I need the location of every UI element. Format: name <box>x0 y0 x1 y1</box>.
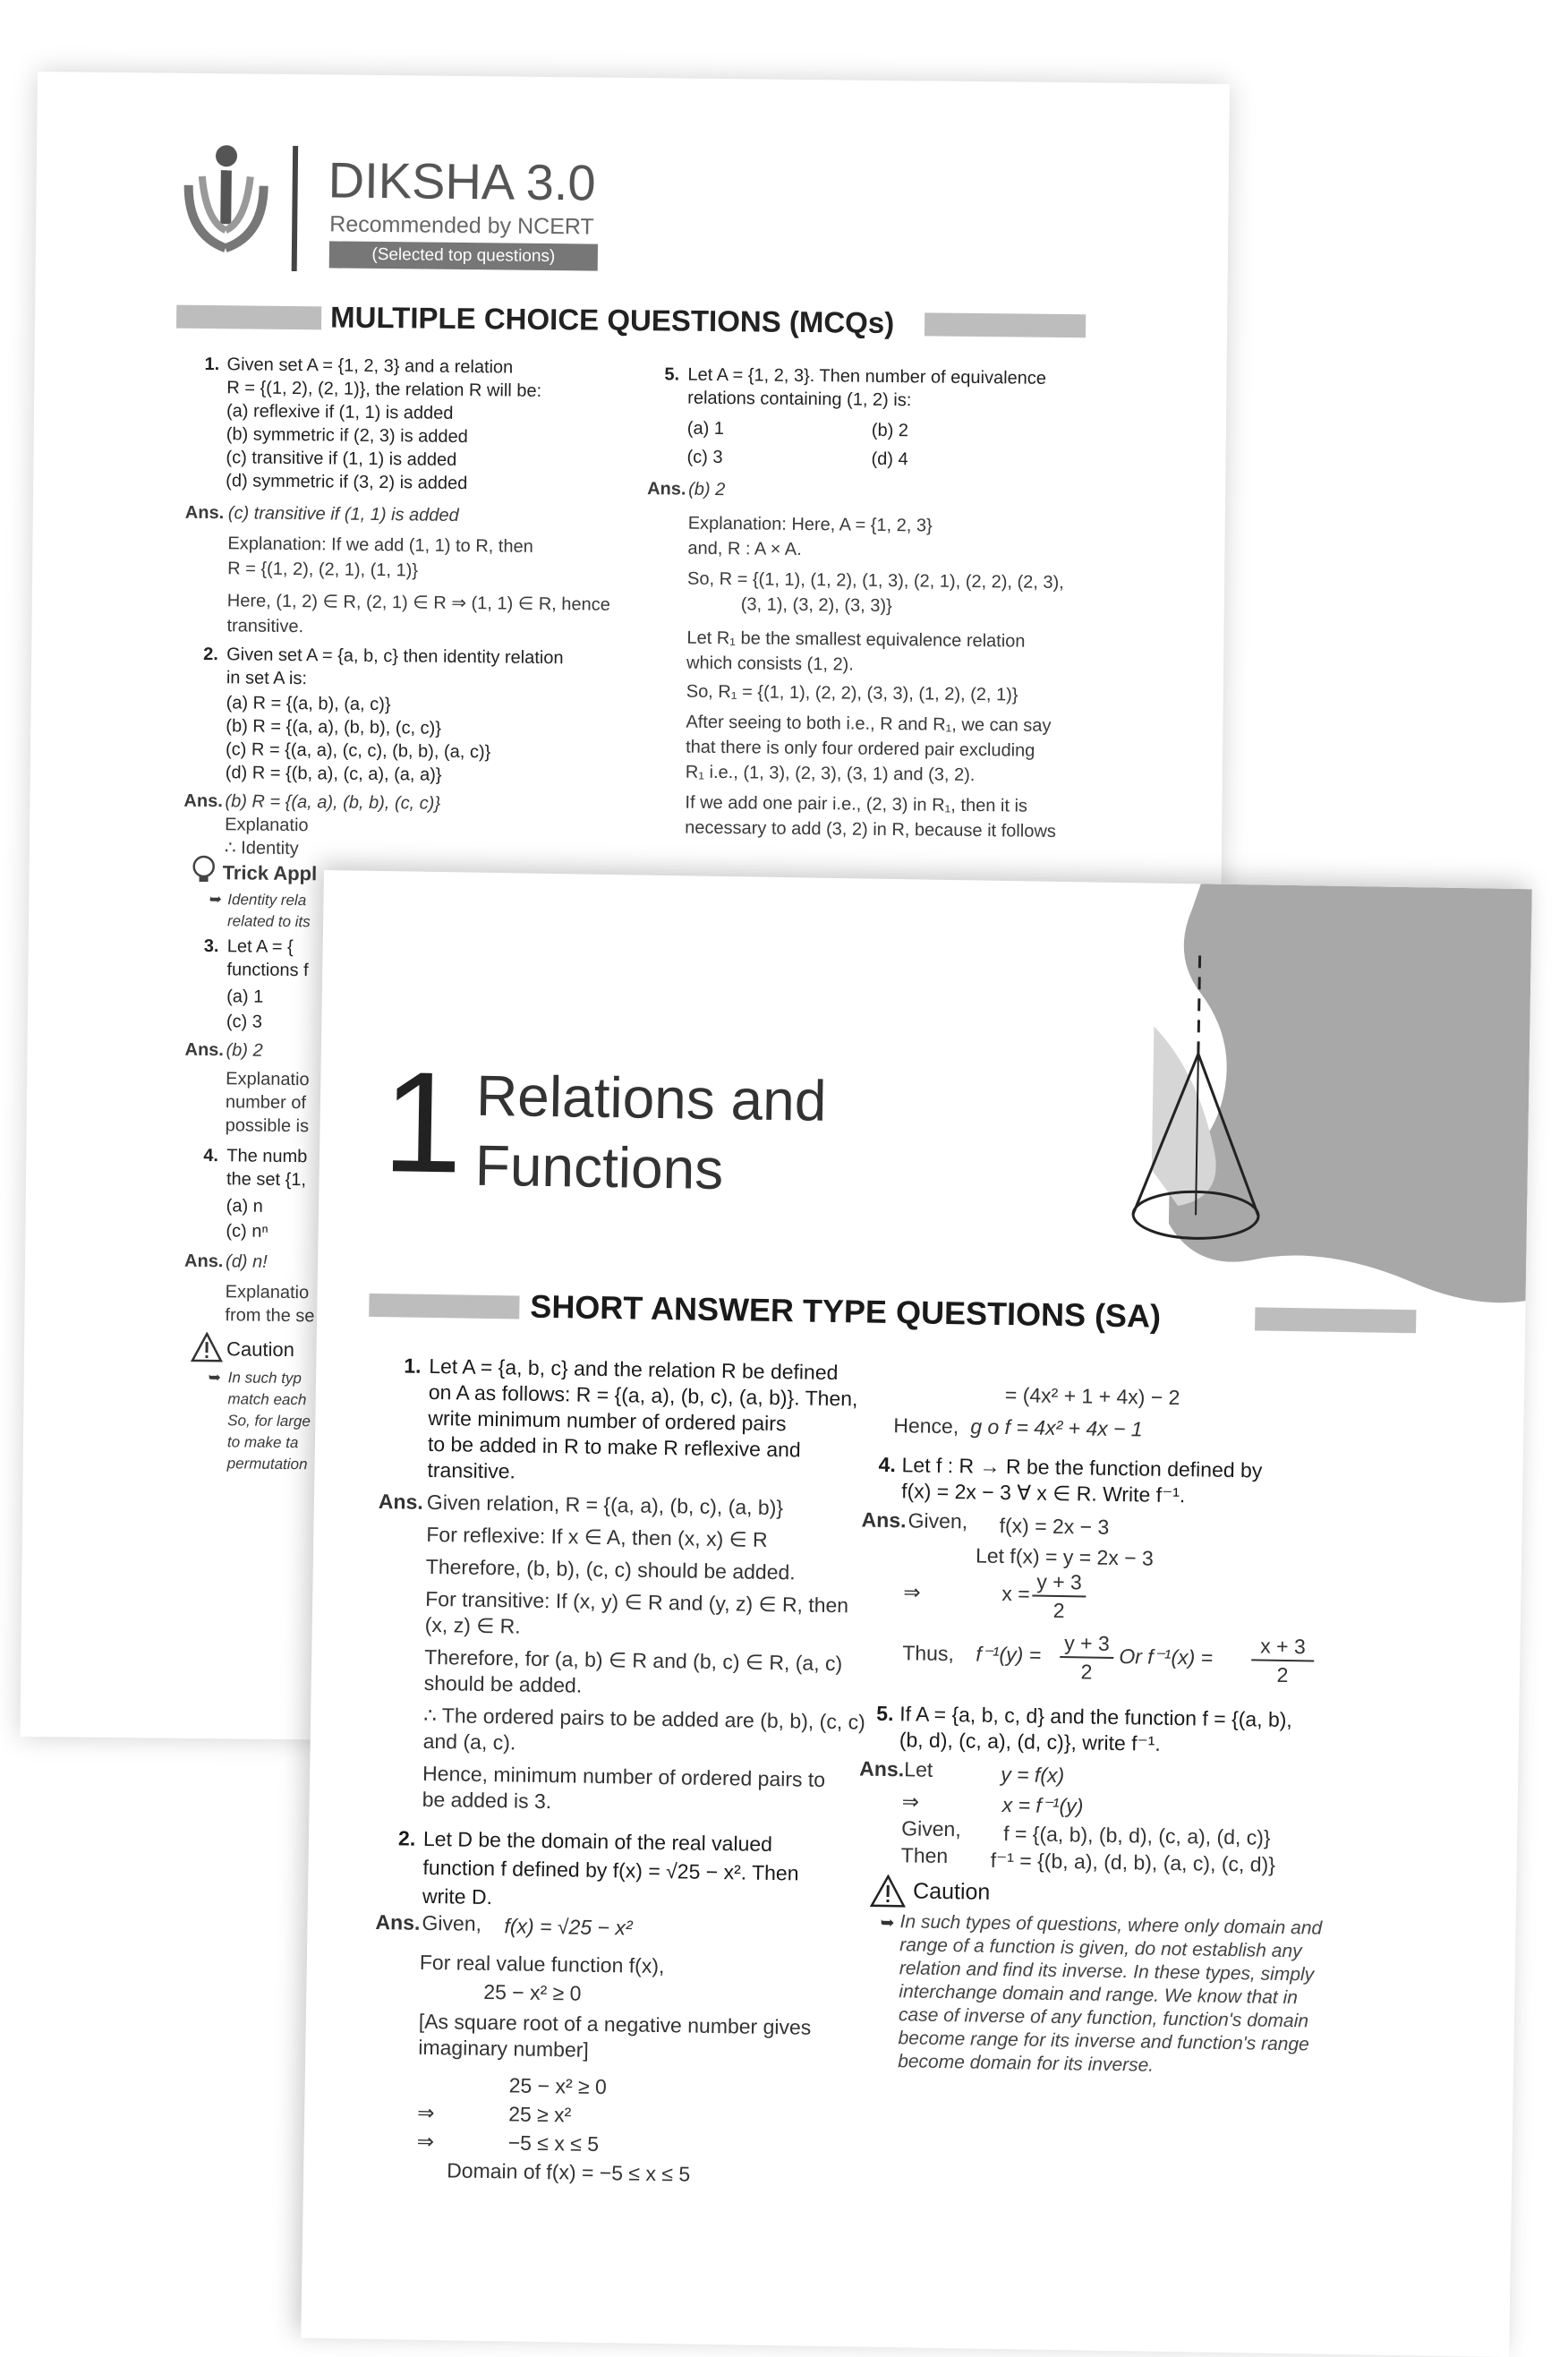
trick-title: Trick Appl <box>222 861 318 885</box>
caution-line: In such typ <box>227 1369 303 1388</box>
q1-text-line: R = {(1, 2), (2, 1)}, the relation R will be: <box>226 378 542 401</box>
q4-text-line: the set {1, <box>226 1169 307 1191</box>
sa-q5-given: Given, <box>901 1816 961 1841</box>
q3-option: (a) 1 <box>226 986 264 1007</box>
sa-q5-text-line: If A = {a, b, c, d} and the function f = {(a, b), <box>899 1702 1293 1732</box>
q4-ans-label: Ans. <box>183 1251 224 1272</box>
q3-explanation: possible is <box>225 1115 310 1137</box>
sa-q4-frac-num: y + 3 <box>1032 1569 1086 1598</box>
sa-q4-number: 4. <box>878 1452 897 1477</box>
sa-heading: SHORT ANSWER TYPE QUESTIONS (SA) <box>530 1287 1162 1335</box>
lightbulb-icon <box>189 854 219 884</box>
implies-icon: ⇒ <box>901 1789 920 1814</box>
q1-explanation: Explanation: If we add (1, 1) to R, then <box>227 534 533 557</box>
sa-q4-frac-num: x + 3 <box>1251 1633 1314 1661</box>
q2-text-line: in set A is: <box>226 668 308 689</box>
sa-q4-eq: f(x) = 2x − 3 <box>999 1513 1110 1539</box>
q3-number: 3. <box>203 935 219 957</box>
chapter-number: 1 <box>381 1041 464 1203</box>
q4-explanation: from the se <box>225 1305 315 1327</box>
q5-explanation: necessary to add (3, 2) in R, because it follows <box>685 817 1056 841</box>
sa-q4-text-line: f(x) = 2x − 3 ∀ x ∈ R. Write f⁻¹. <box>900 1479 1186 1507</box>
sa-q5-then: Then <box>900 1843 949 1868</box>
mcq-heading: MULTIPLE CHOICE QUESTIONS (MCQs) <box>329 300 895 340</box>
q5-option: (b) 2 <box>871 420 909 441</box>
sa-q5-eq: x = f⁻¹(y) <box>1001 1793 1084 1818</box>
sa-q2-answer-line: Domain of f(x) = −5 ≤ x ≤ 5 <box>447 2158 691 2186</box>
implies-icon: ⇒ <box>903 1580 921 1604</box>
q4-text-line: The numb <box>226 1146 308 1167</box>
sa-q5-eq: f = {(a, b), (b, d), (c, a), (d, c)} <box>1002 1822 1271 1849</box>
sa-q5-eq: f⁻¹ = {(b, a), (d, b), (a, c), (c, d)} <box>990 1848 1276 1876</box>
caution-line: become domain for its inverse. <box>897 2051 1155 2076</box>
q2-option: (d) R = {(b, a), (c, a), (a, a)} <box>225 763 442 785</box>
q5-option: (c) 3 <box>686 447 723 468</box>
implies-icon: ⇒ <box>416 2129 435 2154</box>
sa-q5-text-line: (b, d), (c, a), (d, c)}, write f⁻¹. <box>899 1728 1162 1755</box>
arrow-icon: ➥ <box>880 1913 895 1934</box>
front-page <box>301 870 1532 2357</box>
logo-subtitle: Recommended by NCERT <box>329 211 594 240</box>
sa-q2-answer-line: For real value function f(x), <box>419 1950 665 1978</box>
q5-option: (d) 4 <box>871 448 908 470</box>
heading-bar-left <box>176 305 321 330</box>
q5-text-line: Let A = {1, 2, 3}. Then number of equivalence <box>687 364 1047 389</box>
sa-q1-text-line: on A as follows: R = {(a, a), (b, c), (a, b)}. Then, <box>428 1379 858 1411</box>
sa-q2-answer-line: 25 ≥ x² <box>507 2102 572 2127</box>
q1-explanation: R = {(1, 2), (2, 1), (1, 1)} <box>227 559 419 581</box>
sa-q1-answer-line: Therefore, for (a, b) ∈ R and (b, c) ∈ R, (a, c) <box>424 1644 843 1676</box>
caution-line: to make ta <box>226 1433 299 1452</box>
sa-q2-ans-label: Ans. <box>375 1910 421 1934</box>
caution-line: become range for its inverse and function's range <box>898 2028 1309 2055</box>
q5-explanation: Let R₁ be the smallest equivalence relation <box>686 628 1026 652</box>
q4-explanation: Explanatio <box>225 1282 310 1303</box>
sa-q1-text-line: to be added in R to make R reflexive and <box>427 1431 801 1462</box>
q3-text-line: Let A = { <box>226 936 294 958</box>
q3-ans-label: Ans. <box>184 1039 225 1061</box>
sa-q5-ans-label: Ans. <box>859 1756 905 1781</box>
sa-q2-text-line: Let D be the domain of the real valued <box>422 1826 773 1857</box>
sa-q1-answer-line: and (a, c). <box>422 1729 516 1755</box>
sa-q1-text-line: transitive. <box>427 1457 516 1483</box>
sa-q2-given: Given, <box>422 1910 482 1935</box>
caution-line: permutation <box>226 1455 308 1473</box>
sa-q1-answer-line: Given relation, R = {(a, a), (b, c), (a, b)} <box>426 1490 784 1520</box>
caution-line: case of inverse of any function, function's domain <box>898 2004 1309 2032</box>
q5-option: (a) 1 <box>686 418 725 440</box>
q1-explanation: Here, (1, 2) ∈ R, (2, 1) ∈ R ⇒ (1, 1) ∈ R, hence <box>226 591 610 615</box>
q2-ans-label: Ans. <box>183 790 223 812</box>
sa-q4-given: Given, <box>908 1508 968 1533</box>
sa-q3-line: g o f = 4x² + 4x − 1 <box>970 1414 1143 1441</box>
heading-bar-left <box>369 1294 519 1319</box>
q5-explanation: Explanation: Here, A = {1, 2, 3} <box>687 513 933 536</box>
sa-q1-answer-line: ∴ The ordered pairs to be added are (b, b), (c, c) <box>422 1703 865 1734</box>
sa-q4-finv: f⁻¹(y) = <box>976 1642 1042 1667</box>
logo-badge: (Selected top questions) <box>329 241 598 270</box>
sa-q1-number: 1. <box>404 1354 422 1378</box>
caution-line: relation and find its inverse. In these types, simply <box>899 1958 1315 1986</box>
trick-line: related to its <box>226 912 311 931</box>
q5-explanation: If we add one pair i.e., (2, 3) in R₁, then it is <box>685 792 1028 816</box>
sa-q4-x-eq: x = <box>1001 1581 1030 1606</box>
sa-q4-eq: Let f(x) = y = 2x − 3 <box>975 1543 1155 1570</box>
q4-option: (c) nⁿ <box>226 1221 268 1242</box>
implies-icon: ⇒ <box>417 2100 435 2125</box>
sa-q1-answer-line: (x, z) ∈ R. <box>424 1612 521 1638</box>
cone-icon <box>1105 954 1289 1261</box>
q1-text-line: Given set A = {1, 2, 3} and a relation <box>226 354 514 378</box>
warning-icon <box>191 1332 223 1362</box>
q1-number: 1. <box>204 354 220 375</box>
q2-text-line: Given set A = {a, b, c} then identity relation <box>226 645 564 669</box>
q1-option: (b) symmetric if (2, 3) is added <box>226 424 468 448</box>
q4-answer: (d) n! <box>225 1251 268 1272</box>
sa-q4-ans-label: Ans. <box>861 1507 907 1533</box>
q2-option: (c) R = {(a, a), (c, c), (b, b), (a, c)} <box>225 739 491 763</box>
chapter-title-line: Functions <box>474 1132 724 1202</box>
q1-option: (a) reflexive if (1, 1) is added <box>226 401 454 423</box>
sa-q4-or: Or f⁻¹(x) = <box>1119 1644 1214 1670</box>
q5-answer: (b) 2 <box>688 479 726 500</box>
sa-q5-number: 5. <box>876 1701 894 1726</box>
q2-answer: (b) R = {(a, a), (b, b), (c, c)} <box>225 791 441 814</box>
q4-number: 4. <box>203 1146 219 1166</box>
q5-text-line: relations containing (1, 2) is: <box>687 388 912 411</box>
caution-line: match each <box>227 1390 307 1409</box>
arrow-icon: ➥ <box>208 1369 222 1387</box>
q3-text-line: functions f <box>226 960 309 981</box>
sa-q2-answer-line: imaginary number] <box>418 2035 590 2062</box>
q1-option: (c) transitive if (1, 1) is added <box>226 448 457 470</box>
heading-bar-right <box>1255 1307 1416 1333</box>
q2-explanation: ∴ Identity <box>224 838 299 859</box>
sa-q2-answer-line: [As square root of a negative number gives <box>418 2009 812 2039</box>
arrow-icon: ➥ <box>208 891 221 909</box>
sa-q2-number: 2. <box>397 1826 416 1850</box>
caution-line: So, for large <box>227 1412 311 1430</box>
caution-title: Caution <box>226 1337 295 1362</box>
q1-explanation: transitive. <box>226 616 304 637</box>
sa-q3-line: = (4x² + 1 + 4x) − 2 <box>1004 1383 1180 1410</box>
sa-q1-text-line: write minimum number of ordered pairs <box>428 1405 787 1436</box>
sa-q5-eq: y = f(x) <box>1001 1763 1065 1788</box>
q3-explanation: number of <box>225 1092 307 1114</box>
q2-option: (a) R = {(a, b), (a, c)} <box>226 693 391 715</box>
q3-explanation: Explanatio <box>226 1069 310 1090</box>
sa-q4-frac-den: 2 <box>1052 1598 1065 1623</box>
sa-q1-text-line: Let A = {a, b, c} and the relation R be defined <box>429 1354 839 1385</box>
sa-q1-answer-line: should be added. <box>423 1670 583 1697</box>
q5-number: 5. <box>664 364 680 385</box>
q5-explanation: that there is only four ordered pair excluding <box>686 737 1035 761</box>
sa-q4-thus: Thus, <box>902 1641 955 1666</box>
sa-q4-frac-den: 2 <box>1080 1660 1093 1684</box>
sa-q2-answer-line: −5 ≤ x ≤ 5 <box>507 2131 600 2156</box>
q4-option: (a) n <box>226 1196 263 1217</box>
caution-line: interchange domain and range. We know that in <box>899 1981 1299 2009</box>
sa-q4-frac-num: y + 3 <box>1060 1630 1113 1659</box>
q1-answer: (c) transitive if (1, 1) is added <box>227 503 459 525</box>
q5-explanation: (3, 1), (3, 2), (3, 3)} <box>740 594 892 617</box>
q5-ans-label: Ans. <box>647 479 686 500</box>
q5-explanation: which consists (1, 2). <box>686 653 854 675</box>
sa-q1-answer-line: Hence, minimum number of ordered pairs to <box>422 1761 826 1791</box>
warning-icon <box>870 1874 907 1909</box>
q2-option: (b) R = {(a, a), (b, b), (c, c)} <box>226 716 442 739</box>
sa-q2-text-line: write D. <box>422 1883 493 1909</box>
sa-q4-text-line: Let f : R → R be the function defined by <box>901 1453 1263 1482</box>
diksha-logo-icon <box>170 136 315 281</box>
sa-q1-answer-line: Therefore, (b, b), (c, c) should be added. <box>425 1554 796 1584</box>
sa-q1-answer-line: be added is 3. <box>422 1787 552 1814</box>
sa-q2-answer-line: 25 − x² ≥ 0 <box>483 1979 582 2005</box>
sa-q4-frac-den: 2 <box>1276 1662 1289 1687</box>
sa-q1-answer-line: For reflexive: If x ∈ A, then (x, x) ∈ R <box>426 1522 768 1551</box>
q1-ans-label: Ans. <box>184 502 225 524</box>
caution-line: range of a function is given, do not establish any <box>899 1934 1302 1962</box>
q5-explanation: After seeing to both i.e., R and R₁, we can say <box>686 712 1052 736</box>
sa-q3-hence: Hence, <box>893 1413 959 1439</box>
heading-bar-right <box>925 312 1086 337</box>
q5-explanation: R₁ i.e., (1, 3), (2, 3), (3, 1) and (3, 2). <box>685 762 976 786</box>
sa-q5-let: Let <box>904 1757 933 1781</box>
sa-q2-answer-line: 25 − x² ≥ 0 <box>508 2073 608 2099</box>
sa-q2-text-line: function f defined by f(x) = √25 − x². Then <box>422 1855 799 1885</box>
q5-explanation: So, R = {(1, 1), (1, 2), (1, 3), (2, 1), (2, 2), (2, 3), <box>686 568 1064 594</box>
q3-option: (c) 3 <box>226 1012 263 1032</box>
sa-q1-answer-line: For transitive: If (x, y) ∈ R and (y, z) ∈ R, then <box>425 1586 849 1618</box>
logo-title: DIKSHA 3.0 <box>328 151 596 211</box>
q5-explanation: and, R : A × A. <box>687 538 802 559</box>
q2-explanation: Explanatio <box>225 815 309 836</box>
q2-number: 2. <box>203 644 218 665</box>
sa-q1-ans-label: Ans. <box>378 1490 423 1514</box>
q3-answer: (b) 2 <box>226 1040 263 1061</box>
q1-option: (d) symmetric if (3, 2) is added <box>226 471 468 494</box>
trick-line: Identity rela <box>227 891 307 909</box>
sa-q2-fx: f(x) = √25 − x² <box>504 1914 633 1940</box>
caution-title: Caution <box>912 1878 991 1905</box>
chapter-title-line: Relations and <box>475 1063 827 1133</box>
caution-line: In such types of questions, where only domain and <box>899 1911 1323 1939</box>
q5-explanation: So, R₁ = {(1, 1), (2, 2), (3, 3), (1, 2), (2, 1)} <box>686 681 1018 705</box>
